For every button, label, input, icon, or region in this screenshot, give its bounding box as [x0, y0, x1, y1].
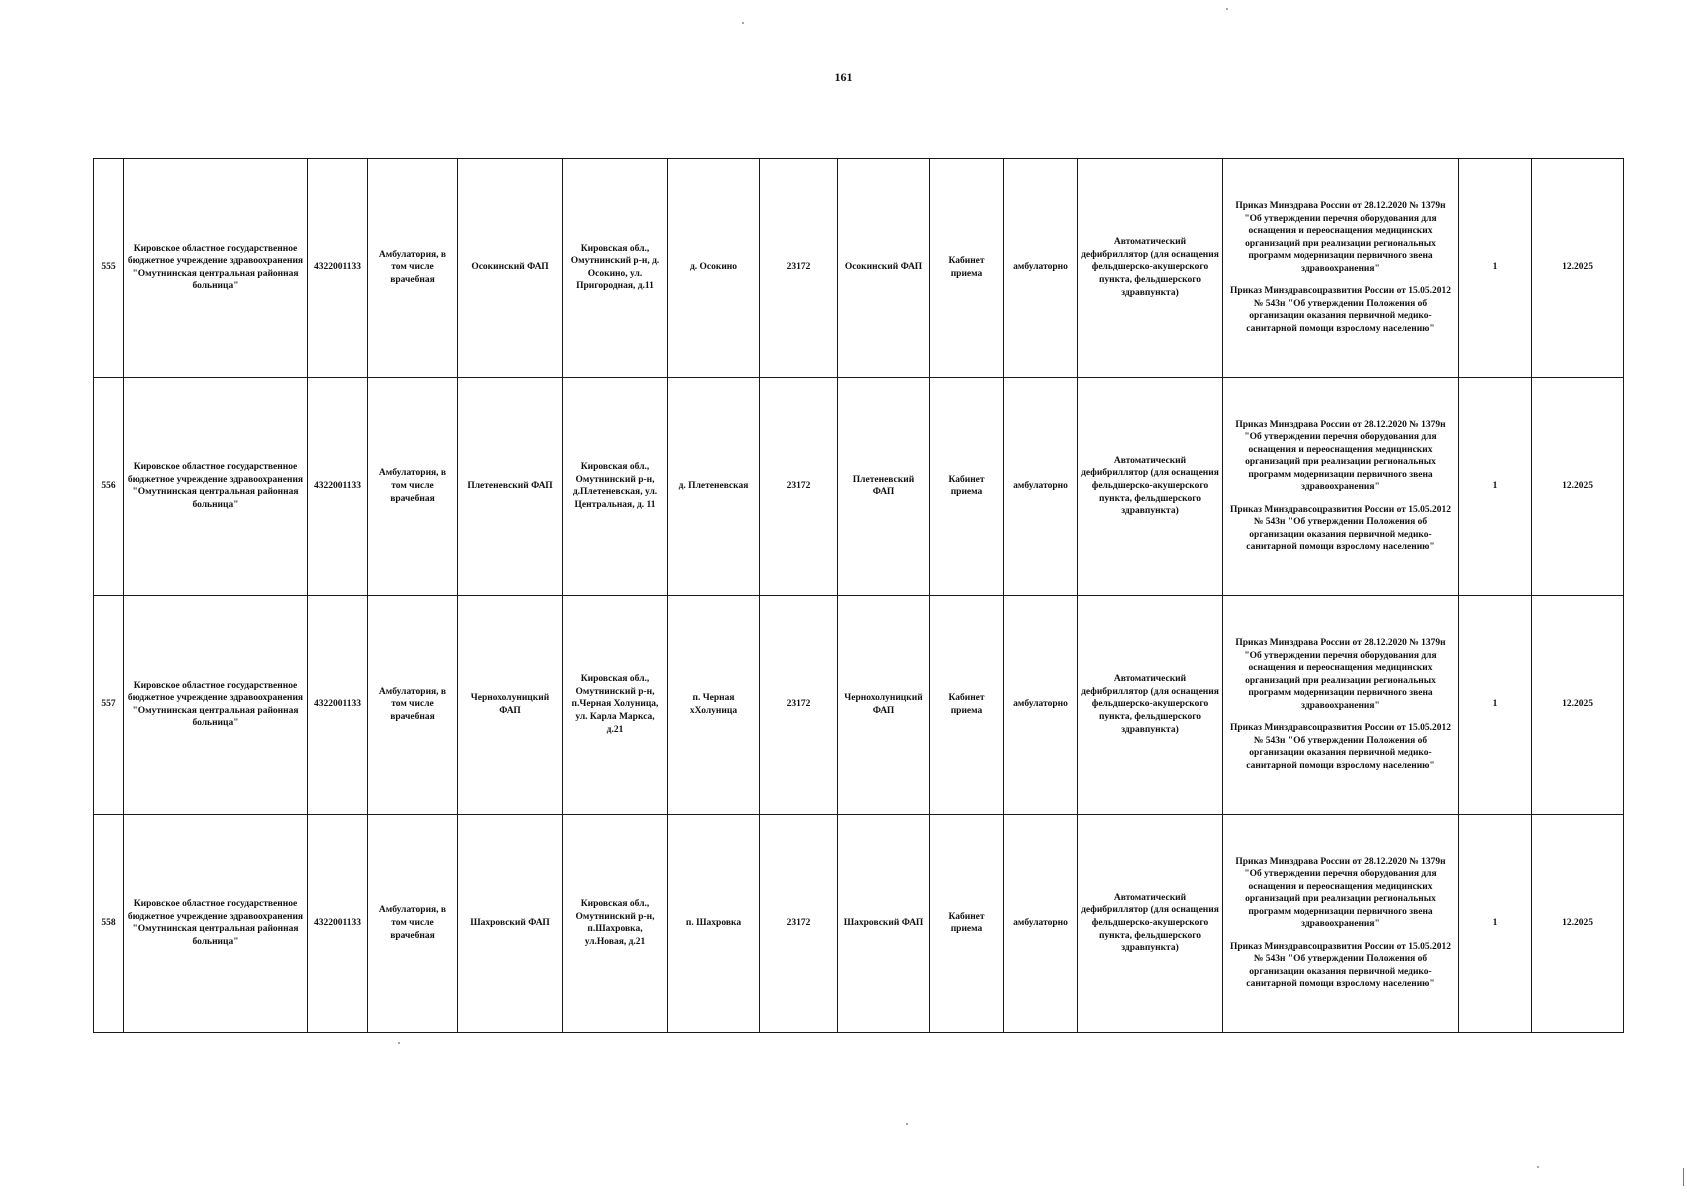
- regulation-1: Приказ Минздрава России от 28.12.2020 № 1379н "Об утверждении перечня оборудования для оснащения и переоснащения медицинских организаций при реализации региональных программ модернизации первичного звена здравоохранения": [1235, 201, 1446, 274]
- code-cell: 23172: [760, 596, 838, 815]
- page-number: 161: [834, 70, 853, 84]
- date-cell: 12.2025: [1532, 159, 1624, 378]
- table-row: [94, 814, 1624, 1033]
- settlement-cell: п. Шахровка: [668, 814, 760, 1033]
- settlement-cell: д. Осокино: [668, 159, 760, 378]
- mode-cell: амбулаторно: [1004, 159, 1078, 378]
- settlement-cell: д. Плетеневская: [668, 377, 760, 596]
- care-type-cell: Амбулатория, в том числе врачебная: [368, 814, 458, 1033]
- code-cell: 23172: [760, 159, 838, 378]
- date-cell: 12.2025: [1532, 377, 1624, 596]
- mode-cell: амбулаторно: [1004, 814, 1078, 1033]
- address-cell: Кировская обл., Омутнинский р-н, д.Плетеневская, ул. Центральная, д. 11: [563, 377, 668, 596]
- scan-speck: [398, 1042, 400, 1044]
- quantity-cell: 1: [1459, 596, 1532, 815]
- mode-cell: амбулаторно: [1004, 596, 1078, 815]
- date-cell: 12.2025: [1532, 596, 1624, 815]
- room-cell: Кабинет приема: [930, 596, 1004, 815]
- equipment-cell: Автоматический дефибриллятор (для оснащения фельдшерско-акушерского пункта, фельдшерского здравпункта): [1078, 377, 1223, 596]
- table-row: [94, 377, 1624, 596]
- address-cell: Кировская обл., Омутнинский р-н, п.Шахровка, ул.Новая, д.21: [563, 814, 668, 1033]
- date-cell: 12.2025: [1532, 814, 1624, 1033]
- scan-speck: [906, 1123, 908, 1125]
- regulation-cell: [1223, 159, 1459, 378]
- equipment-cell: Автоматический дефибриллятор (для оснащения фельдшерско-акушерского пункта, фельдшерского здравпункта): [1078, 814, 1223, 1033]
- address-cell: Кировская обл., Омутнинский р-н, д. Осокино, ул. Пригородная, д.11: [563, 159, 668, 378]
- organization-cell: Кировское областное государственное бюджетное учреждение здравоохранения "Омутнинская центральная районная больница": [124, 159, 308, 378]
- equipment-registry-table: [93, 158, 1624, 1033]
- room-cell: Кабинет приема: [930, 814, 1004, 1033]
- inn-cell: 4322001133: [308, 814, 368, 1033]
- unit-short-cell: Плетеневский ФАП: [838, 377, 930, 596]
- care-type-cell: Амбулатория, в том числе врачебная: [368, 159, 458, 378]
- unit-short-cell: Осокинский ФАП: [838, 159, 930, 378]
- inn-cell: 4322001133: [308, 377, 368, 596]
- scan-speck: [1537, 1166, 1539, 1168]
- room-cell: Кабинет приема: [930, 159, 1004, 378]
- unit-name-cell: Чернохолуницкий ФАП: [458, 596, 563, 815]
- code-cell: 23172: [760, 377, 838, 596]
- code-cell: 23172: [760, 814, 838, 1033]
- row-number-cell: 556: [94, 377, 124, 596]
- row-number-cell: 555: [94, 159, 124, 378]
- regulation-cell: [1223, 596, 1459, 815]
- unit-short-cell: Чернохолуницкий ФАП: [838, 596, 930, 815]
- inn-cell: 4322001133: [308, 596, 368, 815]
- scan-speck: [1226, 8, 1228, 10]
- room-cell: Кабинет приема: [930, 377, 1004, 596]
- regulation-2: Приказ Минздравсоцразвития России от 15.05.2012 № 543н "Об утверждении Положения об организации оказания первичной медико-санитарной помощи взрослому населению": [1229, 723, 1452, 771]
- regulation-1: Приказ Минздрава России от 28.12.2020 № 1379н "Об утверждении перечня оборудования для оснащения и переоснащения медицинских организаций при реализации региональных программ модернизации первичного звена здравоохранения": [1235, 638, 1446, 711]
- care-type-cell: Амбулатория, в том числе врачебная: [368, 377, 458, 596]
- regulation-cell: [1223, 814, 1459, 1033]
- address-cell: Кировская обл., Омутнинский р-н, п.Черная Холуница, ул. Карла Маркса, д.21: [563, 596, 668, 815]
- equipment-cell: Автоматический дефибриллятор (для оснащения фельдшерско-акушерского пункта, фельдшерского здравпункта): [1078, 159, 1223, 378]
- regulation-2: Приказ Минздравсоцразвития России от 15.05.2012 № 543н "Об утверждении Положения об организации оказания первичной медико-санитарной помощи взрослому населению": [1229, 286, 1452, 334]
- table-row: [94, 596, 1624, 815]
- quantity-cell: 1: [1459, 377, 1532, 596]
- unit-name-cell: Шахровский ФАП: [458, 814, 563, 1033]
- regulation-cell: [1223, 377, 1459, 596]
- unit-name-cell: Плетеневский ФАП: [458, 377, 563, 596]
- row-number-cell: 557: [94, 596, 124, 815]
- unit-name-cell: Осокинский ФАП: [458, 159, 563, 378]
- settlement-cell: п. Черная хХолуница: [668, 596, 760, 815]
- organization-cell: Кировское областное государственное бюджетное учреждение здравоохранения "Омутнинская центральная районная больница": [124, 814, 308, 1033]
- equipment-cell: Автоматический дефибриллятор (для оснащения фельдшерско-акушерского пункта, фельдшерского здравпункта): [1078, 596, 1223, 815]
- regulation-2: Приказ Минздравсоцразвития России от 15.05.2012 № 543н "Об утверждении Положения об организации оказания первичной медико-санитарной помощи взрослому населению": [1229, 941, 1452, 990]
- quantity-cell: 1: [1459, 159, 1532, 378]
- unit-short-cell: Шахровский ФАП: [838, 814, 930, 1033]
- organization-cell: Кировское областное государственное бюджетное учреждение здравоохранения "Омутнинская центральная районная больница": [124, 596, 308, 815]
- regulation-2: Приказ Минздравсоцразвития России от 15.05.2012 № 543н "Об утверждении Положения об организации оказания первичной медико-санитарной помощи взрослому населению": [1229, 504, 1452, 553]
- regulation-1: Приказ Минздрава России от 28.12.2020 № 1379н "Об утверждении перечня оборудования для оснащения и переоснащения медицинских организаций при реализации региональных программ модернизации первичного звена здравоохранения": [1235, 419, 1446, 493]
- row-number-cell: 558: [94, 814, 124, 1033]
- table-row: [94, 159, 1624, 378]
- mode-cell: амбулаторно: [1004, 377, 1078, 596]
- organization-cell: Кировское областное государственное бюджетное учреждение здравоохранения "Омутнинская центральная районная больница": [124, 377, 308, 596]
- margin-mark: [1683, 1168, 1684, 1186]
- scan-speck: [742, 22, 744, 24]
- inn-cell: 4322001133: [308, 159, 368, 378]
- regulation-1: Приказ Минздрава России от 28.12.2020 № 1379н "Об утверждении перечня оборудования для оснащения и переоснащения медицинских организаций при реализации региональных программ модернизации первичного звена здравоохранения": [1235, 856, 1446, 930]
- care-type-cell: Амбулатория, в том числе врачебная: [368, 596, 458, 815]
- quantity-cell: 1: [1459, 814, 1532, 1033]
